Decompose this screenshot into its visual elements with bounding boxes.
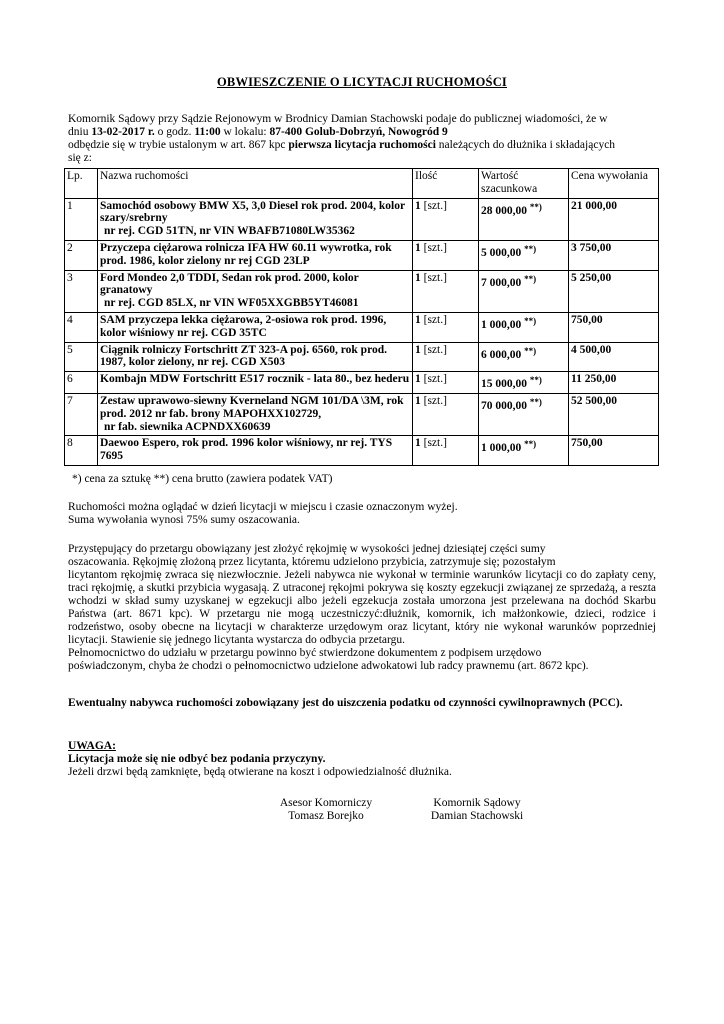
row-value-amount: 1 000,00	[481, 318, 522, 331]
row-value-mark: **)	[524, 439, 537, 450]
row-name-main: Daewoo Espero, rok prod. 1996 kolor wiśniowy, nr rej. TYS 7695	[100, 437, 393, 463]
row-value-mark: **)	[524, 243, 537, 254]
row-value-amount: 70 000,00	[481, 399, 527, 412]
intro-line-3: odbędzie się w trybie ustalonym w art. 867 kpc pierwsza licytacja ruchomości należących do dłużnika i składających	[68, 139, 616, 151]
assessor-title: Asesor Komorniczy	[279, 797, 373, 809]
row-lp: 5	[65, 342, 98, 372]
row-qty	[413, 270, 479, 312]
signature-bailiff	[377, 797, 577, 823]
row-name	[98, 312, 413, 342]
row-qty-unit: [szt.]	[423, 199, 447, 212]
row-value	[479, 372, 569, 394]
row-qty	[413, 312, 479, 342]
row-value-mark: **)	[529, 375, 542, 386]
row-lp: 7	[65, 393, 98, 435]
row-value-amount: 28 000,00	[481, 204, 527, 217]
row-name	[98, 436, 413, 466]
row-value-mark: **)	[529, 396, 542, 407]
row-price: 5 250,00	[569, 270, 659, 312]
row-name-main: SAM przyczepa lekka ciężarowa, 2-osiowa rok prod. 1996, kolor wiśniowy nr rej. CGD 35TC	[100, 313, 387, 339]
deposit-line-1: Przystępujący do przetargu obowiązany jest złożyć rękojmię w wysokości jednej dziesiątej części sumy	[68, 543, 546, 555]
intro-paragraph	[68, 113, 656, 165]
row-name-main: Samochód osobowy BMW X5, 3,0 Diesel rok prod. 2004, kolor szary/srebrny	[100, 199, 405, 225]
row-qty-number: 1	[415, 241, 421, 254]
deposit-line-4: Pełnomocnictwo do udziału w przetargu powinno być stwierdzone dokumentem z podpisem urzędowo	[68, 647, 542, 659]
row-value	[479, 436, 569, 466]
row-value-amount: 1 000,00	[481, 442, 522, 455]
row-lp: 1	[65, 198, 98, 240]
table-row	[65, 342, 659, 372]
page-title: OBWIESZCZENIE O LICYTACJI RUCHOMOŚCI	[216, 75, 507, 89]
table-header-row	[65, 169, 659, 199]
deposit-line-5: poświadczonym, chyba że chodzi o pełnomocnictwo udzielone adwokatowi lub radcy prawnemu (art. 8672 kpc).	[68, 660, 589, 672]
row-name-main: Przyczepa ciężarowa rolnicza IFA HW 60.11 wywrotka, rok prod. 1986, kolor zielony nr rej CGD 23LP	[100, 241, 392, 267]
intro-line-4: się z:	[68, 152, 92, 164]
table-row	[65, 270, 659, 312]
row-qty-number: 1	[415, 313, 421, 326]
table-row	[65, 312, 659, 342]
header-name: Nazwa ruchomości	[98, 169, 413, 199]
row-value-mark: **)	[529, 201, 542, 212]
header-lp: Lp.	[65, 169, 98, 199]
row-value-amount: 15 000,00	[481, 378, 527, 391]
deposit-line-2: oszacowania. Rękojmię złożoną przez licytanta, któremu udzielono przybicia, zatrzymuje się; pozostałym	[68, 556, 556, 568]
warning-section	[68, 740, 656, 779]
row-qty-number: 1	[415, 373, 421, 386]
footnote: *) cena za sztukę **) cena brutto (zawiera podatek VAT)	[72, 473, 333, 485]
viewing-line-1: Ruchomości można oglądać w dzień licytacji w miejscu i czasie oznaczonym wyżej.	[68, 501, 458, 513]
table-row	[65, 240, 659, 270]
auction-type: pierwsza licytacja ruchomości	[288, 139, 436, 151]
warning-line-2: Jeżeli drzwi będą zamknięte, będą otwierane na koszt i odpowiedzialność dłużnika.	[68, 766, 452, 778]
deposit-terms	[68, 543, 656, 673]
header-value: Wartość szacunkowa	[479, 169, 569, 199]
row-qty	[413, 372, 479, 394]
row-qty-unit: [szt.]	[423, 343, 447, 356]
row-value	[479, 240, 569, 270]
row-price: 750,00	[569, 436, 659, 466]
row-qty-number: 1	[415, 437, 421, 450]
row-value-mark: **)	[524, 345, 537, 356]
row-lp: 2	[65, 240, 98, 270]
row-value	[479, 393, 569, 435]
row-value-mark: **)	[524, 273, 537, 284]
row-value	[479, 342, 569, 372]
row-price: 4 500,00	[569, 342, 659, 372]
intro-line-2: dniu 13-02-2017 r. o godz. 11:00 w lokalu: 87-400 Golub-Dobrzyń, Nowogród 9	[68, 126, 448, 138]
header-qty: Ilość	[413, 169, 479, 199]
row-name-extra: nr rej. CGD 51TN, nr VIN WBAFB71080LW35362	[104, 225, 355, 238]
row-qty-unit: [szt.]	[423, 313, 447, 326]
row-price: 52 500,00	[569, 393, 659, 435]
row-value-mark: **)	[524, 315, 537, 326]
tax-notice: Ewentualny nabywca ruchomości zobowiązany jest do uiszczenia podatku od czynności cywilnoprawnych (PCC).	[68, 697, 623, 709]
table-row	[65, 372, 659, 394]
row-qty-number: 1	[415, 199, 421, 212]
deposit-line-3: licytantom rękojmię zwraca się niezwłocznie. Jeżeli nabywca nie wykonał w terminie warunków licytacji co do zapłaty ceny, traci rękojmię, a skutki przybicia wygasają. Z utraconej rękojmi pokrywa się koszty egzekucji związanej ze sprzedażą, a reszta wchodzi w skład sumy uzyskanej w egzekucji albo jeżeli egzekucja została umorzona jest przelewana na dochód Skarbu Państwa (art. 8671 kpc). W przetargu nie mogą uczestniczyć:dłużnik, komornik, ich małżonkowie, dzieci, rodzice i rodzeństwo, osoby obecne na licytacji w charakterze urzędowym oraz licytant, który nie wykonał warunków poprzedniej licytacji. Stawienie się jednego licytanta wystarcza do odbycia przetargu.	[68, 569, 656, 646]
bailiff-name: Damian Stachowski	[430, 810, 524, 822]
items-table	[64, 168, 659, 466]
row-lp: 4	[65, 312, 98, 342]
row-qty-number: 1	[415, 271, 421, 284]
row-name-main: Ford Mondeo 2,0 TDDI, Sedan rok prod. 2000, kolor granatowy	[100, 271, 359, 297]
row-qty-unit: [szt.]	[423, 437, 447, 450]
row-value-amount: 7 000,00	[481, 276, 522, 289]
row-qty	[413, 198, 479, 240]
row-name-main: Kombajn MDW Fortschritt E517 rocznik - lata 80., bez hederu	[100, 373, 410, 386]
row-qty-number: 1	[415, 394, 421, 407]
row-name	[98, 372, 413, 394]
row-lp: 3	[65, 270, 98, 312]
row-qty-unit: [szt.]	[423, 271, 447, 284]
header-price: Cena wywołania	[569, 169, 659, 199]
viewing-line-2: Suma wywołania wynosi 75% sumy oszacowania.	[68, 514, 300, 526]
row-value-amount: 6 000,00	[481, 348, 522, 361]
row-price: 11 250,00	[569, 372, 659, 394]
warning-line-1: Licytacja może się nie odbyć bez podania przyczyny.	[68, 753, 326, 765]
row-price: 3 750,00	[569, 240, 659, 270]
row-qty	[413, 393, 479, 435]
warning-heading: UWAGA:	[68, 740, 116, 752]
row-name	[98, 342, 413, 372]
table-row	[65, 393, 659, 435]
auction-location: 87-400 Golub-Dobrzyń, Nowogród 9	[269, 126, 448, 138]
row-price: 750,00	[569, 312, 659, 342]
intro-line-1: Komornik Sądowy przy Sądzie Rejonowym w Brodnicy Damian Stachowski podaje do publicznej wiadomości, że w	[68, 113, 608, 125]
row-name-extra: nr fab. siewnika ACPNDXX60639	[104, 420, 271, 433]
row-qty-number: 1	[415, 343, 421, 356]
assessor-name: Tomasz Borejko	[288, 810, 364, 822]
auction-date: 13-02-2017 r.	[91, 126, 155, 138]
row-name	[98, 270, 413, 312]
row-lp: 8	[65, 436, 98, 466]
row-qty-unit: [szt.]	[423, 373, 447, 386]
row-name-extra: nr rej. CGD 85LX, nr VIN WF05XXGBB5YT46081	[104, 297, 359, 310]
auction-time: 11:00	[194, 126, 221, 138]
row-qty	[413, 342, 479, 372]
row-value	[479, 270, 569, 312]
row-qty-unit: [szt.]	[423, 241, 447, 254]
row-qty-unit: [szt.]	[423, 394, 447, 407]
row-name	[98, 198, 413, 240]
row-lp: 6	[65, 372, 98, 394]
row-name-main: Ciągnik rolniczy Fortschritt ZT 323-A poj. 6560, rok prod. 1987, kolor zielony, nr rej. CGD X503	[100, 343, 387, 369]
table-row	[65, 198, 659, 240]
row-qty	[413, 436, 479, 466]
row-value-amount: 5 000,00	[481, 246, 522, 259]
table-row	[65, 436, 659, 466]
bailiff-title: Komornik Sądowy	[433, 797, 521, 809]
row-name-main: Zestaw uprawowo-siewny Kverneland NGM 101/DA \3M, rok prod. 2012 nr fab. brony MAPOHXX102729,	[100, 394, 404, 420]
viewing-info	[68, 501, 656, 527]
row-value	[479, 198, 569, 240]
row-name	[98, 240, 413, 270]
row-name	[98, 393, 413, 435]
row-price: 21 000,00	[569, 198, 659, 240]
row-value	[479, 312, 569, 342]
row-qty	[413, 240, 479, 270]
